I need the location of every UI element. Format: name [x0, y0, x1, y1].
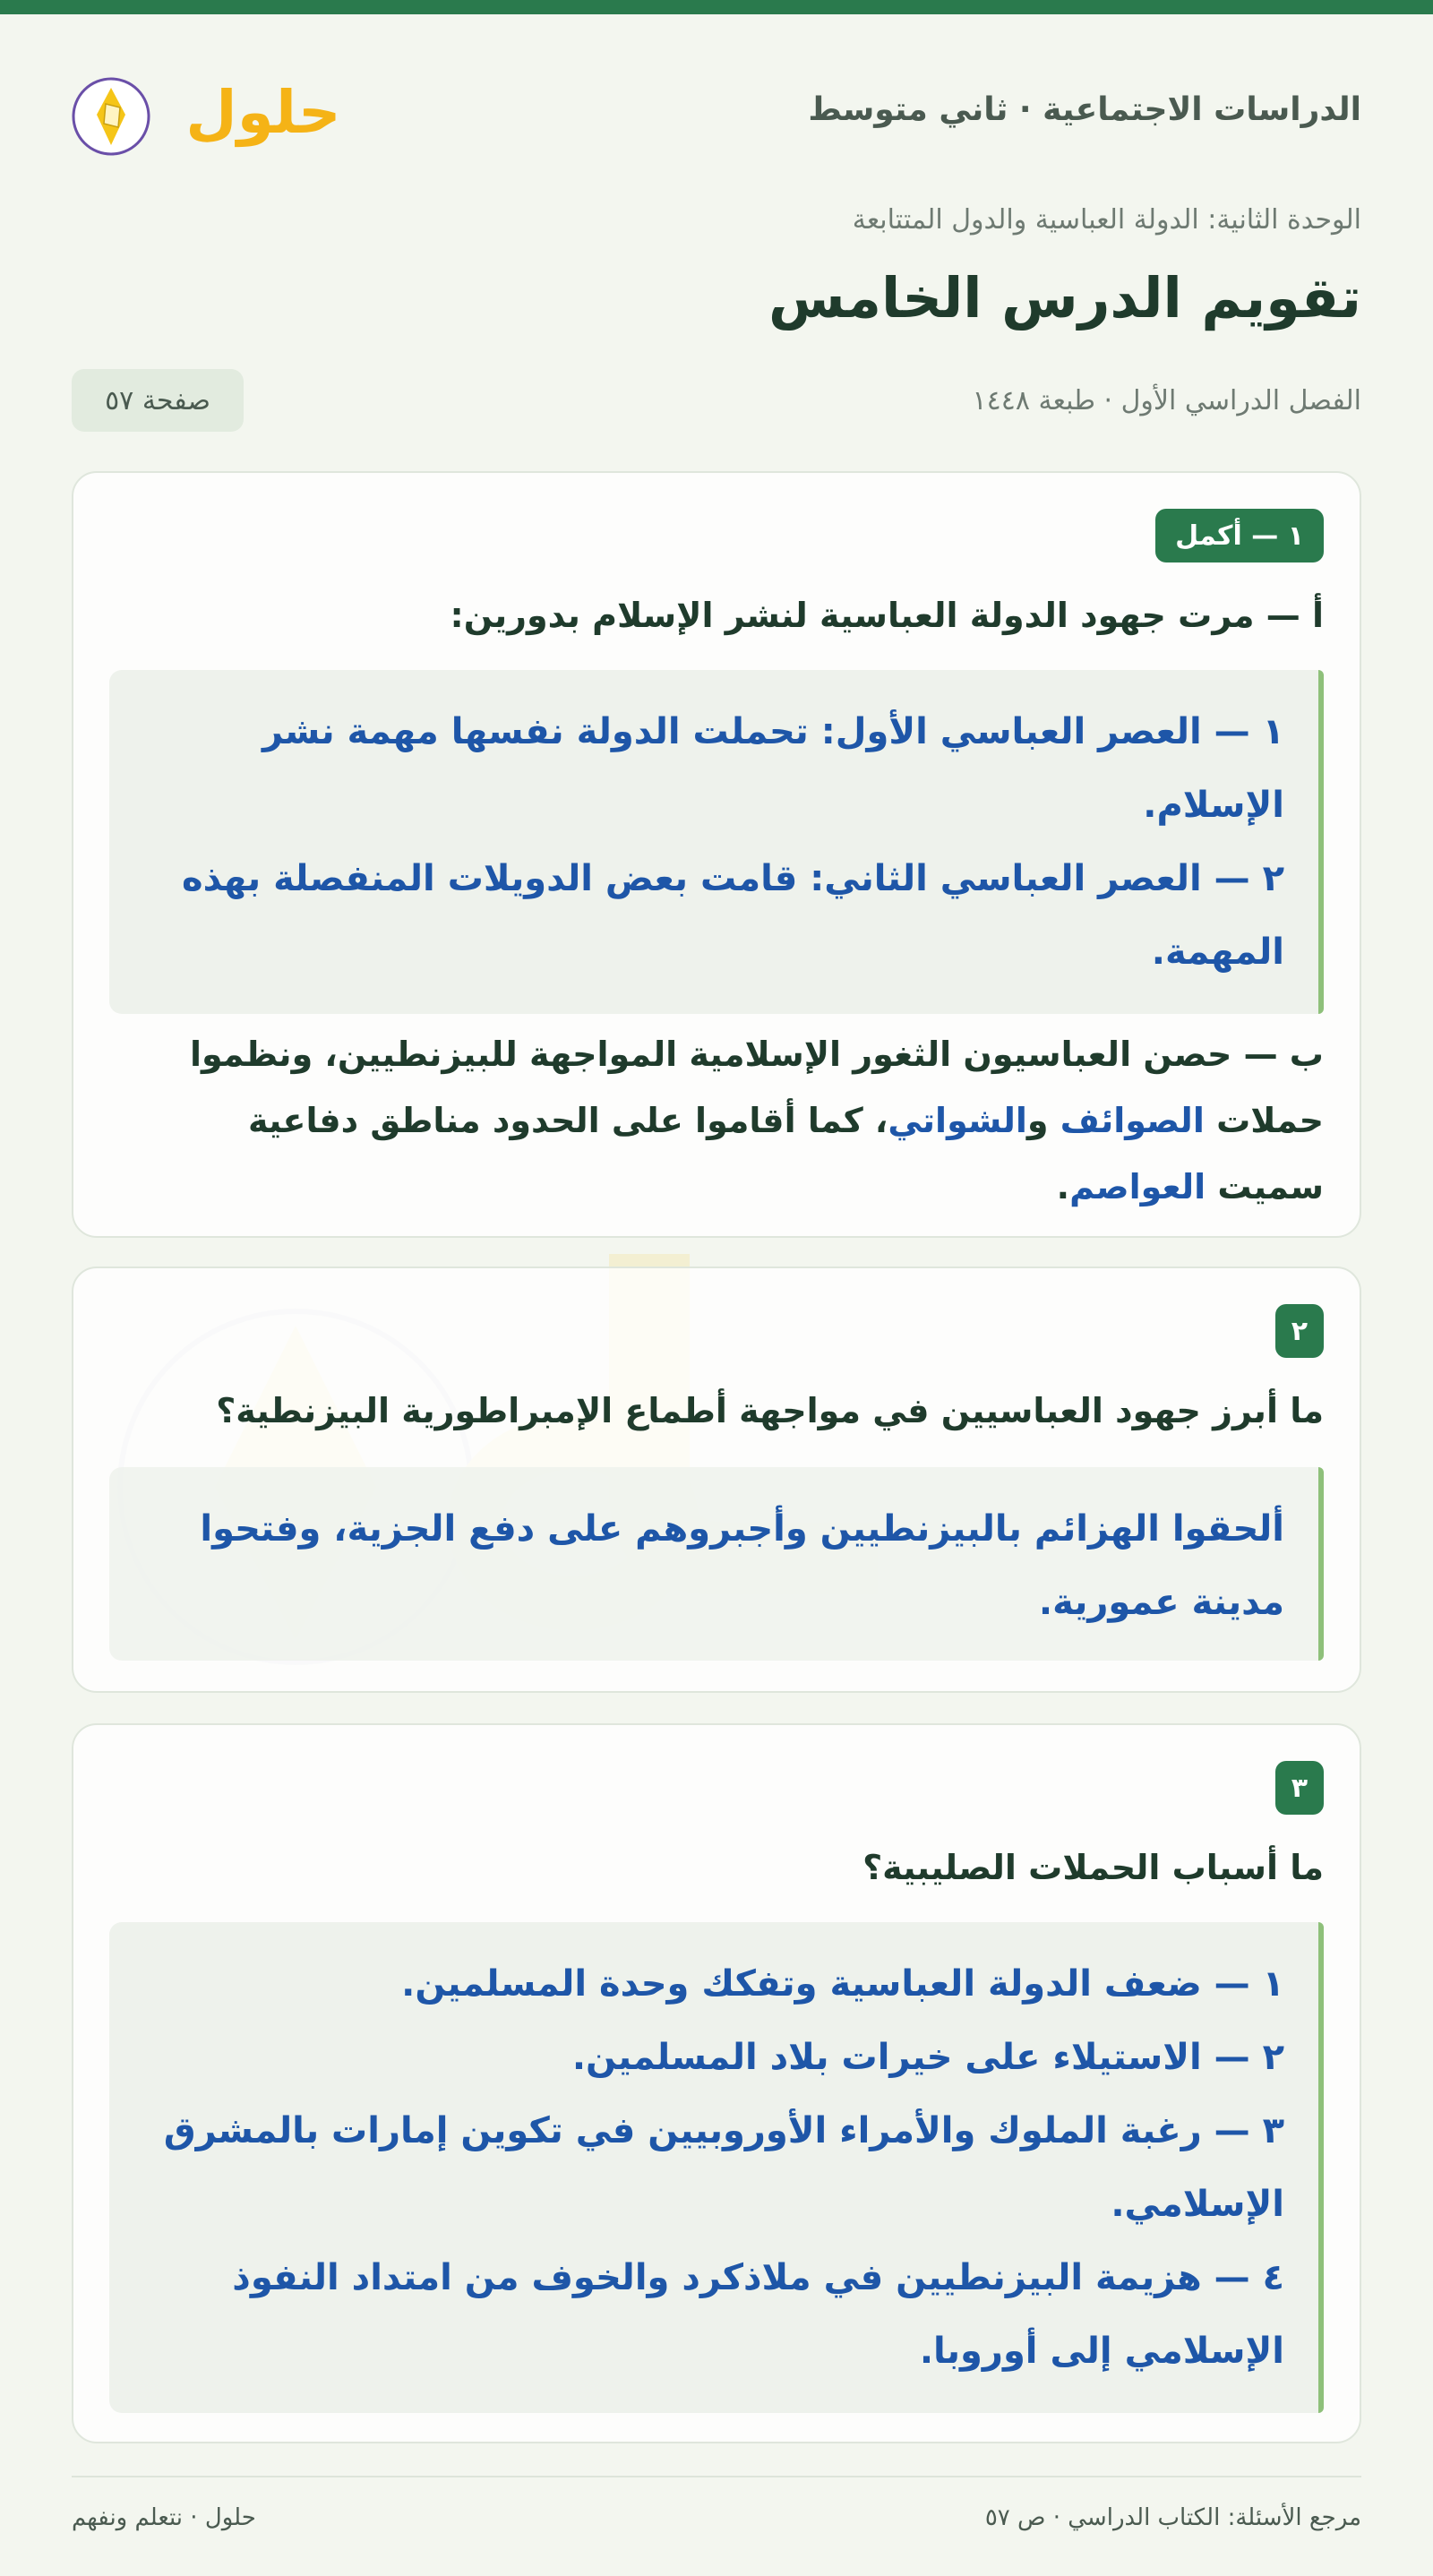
text-fragment: حملات [1204, 1101, 1324, 1140]
answer-line: الإسلامي. [1111, 2184, 1284, 2225]
answer-box-3 [109, 1922, 1324, 2413]
question-badge-1: ١ — أكمل [1155, 509, 1324, 562]
logo-icon [72, 64, 340, 163]
answer-line: ١ — العصر العباسي الأول: تحملت الدولة نفسها مهمة نشر [262, 711, 1284, 752]
text-fragment: ، كما أقاموا على الحدود مناطق دفاعية [247, 1101, 888, 1140]
footer-brand: حلول · نتعلم ونفهم [72, 2504, 256, 2531]
answer-line: مدينة عمورية. [1038, 1582, 1284, 1623]
logo-text: حلول [185, 78, 340, 147]
subject-title: الدراسات الاجتماعية · ثاني متوسط [808, 91, 1361, 128]
question-1b-line-1: ب — حصن العباسيون الثغور الإسلامية المواجهة للبيزنطيين، ونظموا [189, 1035, 1324, 1074]
answer-line: ٤ — هزيمة البيزنطيين في ملاذكرد والخوف من امتداد النفوذ [232, 2257, 1284, 2298]
question-1a-text: أ — مرت جهود الدولة العباسية لنشر الإسلام بدورين: [450, 596, 1324, 635]
footer-source: مرجع الأسئلة: الكتاب الدراسي · ص ٥٧ [984, 2504, 1361, 2531]
question-card-3 [72, 1723, 1361, 2443]
unit-label: الوحدة الثانية: الدولة العباسية والدول المتتابعة [852, 204, 1361, 236]
question-card-2 [72, 1267, 1361, 1693]
text-fragment: و [1026, 1101, 1060, 1140]
page-number-badge: صفحة ٥٧ [72, 369, 244, 432]
answer-line: الإسلام. [1143, 785, 1284, 826]
question-badge-2: ٢ [1275, 1304, 1324, 1358]
answer-line: ٢ — الاستيلاء على خيرات بلاد المسلمين. [571, 2037, 1284, 2078]
question-badge-3: ٣ [1275, 1761, 1324, 1815]
question-1b-line-2 [109, 1087, 1324, 1154]
question-1b-text [109, 1021, 1324, 1220]
answer-box-2 [109, 1467, 1324, 1661]
question-1b-line-3 [109, 1154, 1324, 1220]
header [72, 64, 1361, 163]
text-fragment: سميت [1206, 1167, 1324, 1206]
answer-line: المهمة. [1151, 932, 1284, 973]
term-sawaif: الصوائف [1060, 1101, 1205, 1140]
question-2-text: ما أبرز جهود العباسيين في مواجهة أطماع الإمبراطورية البيزنطية؟ [216, 1391, 1324, 1430]
footer-divider [72, 2476, 1361, 2477]
answer-box-1 [109, 670, 1324, 1014]
hulul-logo [72, 64, 340, 163]
answer-line: ٣ — رغبة الملوك والأمراء الأوروبيين في تكوين إمارات بالمشرق [163, 2110, 1284, 2151]
top-accent-bar [0, 0, 1433, 14]
semester-label: الفصل الدراسي الأول · طبعة ١٤٤٨ [972, 385, 1361, 416]
term-awasim: العواصم [1069, 1167, 1206, 1206]
page-title: تقويم الدرس الخامس [768, 265, 1361, 331]
answer-line: ١ — ضعف الدولة العباسية وتفكك وحدة المسلمين. [401, 1963, 1284, 2005]
answer-line: ألحقوا الهزائم بالبيزنطيين وأجبروهم على دفع الجزية، وفتحوا [200, 1508, 1284, 1550]
answer-line: الإسلامي إلى أوروبا. [919, 2331, 1284, 2372]
question-card-1 [72, 471, 1361, 1238]
text-fragment: . [1056, 1167, 1070, 1206]
question-3-text: ما أسباب الحملات الصليبية؟ [862, 1848, 1324, 1887]
answer-line: ٢ — العصر العباسي الثاني: قامت بعض الدويلات المنفصلة بهذه [182, 858, 1284, 899]
term-shawati: الشواتي [888, 1101, 1027, 1140]
